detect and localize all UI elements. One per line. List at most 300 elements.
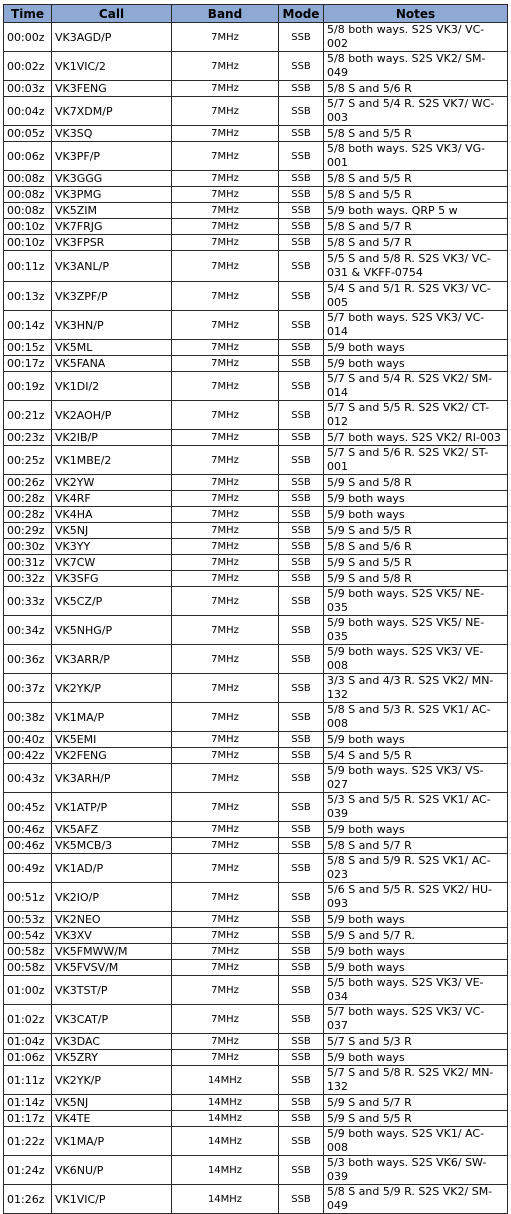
- cell-mode: SSB: [279, 764, 324, 793]
- cell-mode: SSB: [279, 282, 324, 311]
- cell-call: VK5ZRY: [52, 1050, 172, 1066]
- cell-notes: 5/8 S and 5/5 R: [324, 187, 508, 203]
- cell-mode: SSB: [279, 703, 324, 732]
- cell-mode: SSB: [279, 616, 324, 645]
- cell-mode: SSB: [279, 1050, 324, 1066]
- cell-mode: SSB: [279, 976, 324, 1005]
- cell-band: 7MHz: [172, 928, 279, 944]
- cell-call: VK5ZIM: [52, 203, 172, 219]
- cell-notes: 5/9 S and 5/8 R: [324, 571, 508, 587]
- cell-call: VK3GGG: [52, 171, 172, 187]
- cell-time: 01:22z: [4, 1127, 52, 1156]
- cell-mode: SSB: [279, 372, 324, 401]
- cell-band: 7MHz: [172, 23, 279, 52]
- cell-notes: 5/7 S and 5/6 R. S2S VK2/ ST-001: [324, 446, 508, 475]
- cell-time: 00:32z: [4, 571, 52, 587]
- cell-time: 01:26z: [4, 1185, 52, 1214]
- cell-notes: 5/9 both ways: [324, 340, 508, 356]
- cell-mode: SSB: [279, 251, 324, 282]
- cell-band: 7MHz: [172, 81, 279, 97]
- cell-call: VK1VIC/2: [52, 52, 172, 81]
- table-row: [4, 235, 508, 251]
- table-row: [4, 571, 508, 587]
- cell-call: VK5NJ: [52, 523, 172, 539]
- cell-call: VK7CW: [52, 555, 172, 571]
- table-row: [4, 555, 508, 571]
- cell-call: VK1DI/2: [52, 372, 172, 401]
- cell-mode: SSB: [279, 52, 324, 81]
- cell-mode: SSB: [279, 912, 324, 928]
- cell-band: 7MHz: [172, 251, 279, 282]
- cell-time: 00:04z: [4, 97, 52, 126]
- cell-time: 00:21z: [4, 401, 52, 430]
- table-row: [4, 1066, 508, 1095]
- cell-notes: 5/9 both ways: [324, 356, 508, 372]
- cell-mode: SSB: [279, 555, 324, 571]
- cell-time: 01:14z: [4, 1095, 52, 1111]
- cell-band: 7MHz: [172, 171, 279, 187]
- cell-time: 00:19z: [4, 372, 52, 401]
- cell-notes: 5/8 S and 5/3 R. S2S VK1/ AC-008: [324, 703, 508, 732]
- cell-notes: 5/9 both ways. QRP 5 w: [324, 203, 508, 219]
- cell-band: 7MHz: [172, 142, 279, 171]
- cell-call: VK3TST/P: [52, 976, 172, 1005]
- cell-mode: SSB: [279, 491, 324, 507]
- cell-mode: SSB: [279, 430, 324, 446]
- cell-band: 7MHz: [172, 187, 279, 203]
- cell-notes: 5/8 S and 5/7 R: [324, 235, 508, 251]
- cell-time: 00:05z: [4, 126, 52, 142]
- cell-notes: 5/9 S and 5/5 R: [324, 555, 508, 571]
- cell-band: 7MHz: [172, 235, 279, 251]
- cell-notes: 5/9 both ways. S2S VK3/ VS-027: [324, 764, 508, 793]
- cell-band: 7MHz: [172, 883, 279, 912]
- cell-call: VK3YY: [52, 539, 172, 555]
- cell-band: 7MHz: [172, 401, 279, 430]
- cell-call: VK3FPSR: [52, 235, 172, 251]
- cell-band: 7MHz: [172, 430, 279, 446]
- cell-call: VK2YW: [52, 475, 172, 491]
- cell-mode: SSB: [279, 1066, 324, 1095]
- cell-call: VK3PMG: [52, 187, 172, 203]
- table-row: [4, 703, 508, 732]
- cell-notes: 5/7 S and 5/4 R. S2S VK2/ SM-014: [324, 372, 508, 401]
- table-row: [4, 523, 508, 539]
- table-row: [4, 1095, 508, 1111]
- cell-call: VK3SFG: [52, 571, 172, 587]
- cell-notes: 5/9 both ways. S2S VK3/ VE-008: [324, 645, 508, 674]
- cell-band: 14MHz: [172, 1095, 279, 1111]
- cell-call: VK3ANL/P: [52, 251, 172, 282]
- cell-call: VK2NEO: [52, 912, 172, 928]
- table-row: [4, 356, 508, 372]
- cell-time: 00:25z: [4, 446, 52, 475]
- cell-notes: 5/7 S and 5/5 R. S2S VK2/ CT-012: [324, 401, 508, 430]
- cell-band: 7MHz: [172, 340, 279, 356]
- cell-notes: 5/8 S and 5/7 R: [324, 219, 508, 235]
- cell-time: 00:38z: [4, 703, 52, 732]
- cell-mode: SSB: [279, 356, 324, 372]
- cell-mode: SSB: [279, 219, 324, 235]
- cell-time: 01:24z: [4, 1156, 52, 1185]
- cell-notes: 5/7 S and 5/4 R. S2S VK7/ WC-003: [324, 97, 508, 126]
- cell-call: VK3HN/P: [52, 311, 172, 340]
- table-row: [4, 23, 508, 52]
- cell-band: 7MHz: [172, 1050, 279, 1066]
- cell-notes: 5/7 both ways. S2S VK3/ VC-014: [324, 311, 508, 340]
- cell-mode: SSB: [279, 587, 324, 616]
- cell-notes: 5/9 both ways: [324, 507, 508, 523]
- cell-call: VK2AOH/P: [52, 401, 172, 430]
- cell-notes: 5/5 both ways. S2S VK3/ VE-034: [324, 976, 508, 1005]
- cell-call: VK5EMI: [52, 732, 172, 748]
- cell-notes: 5/9 S and 5/5 R: [324, 523, 508, 539]
- table-row: [4, 171, 508, 187]
- cell-mode: SSB: [279, 126, 324, 142]
- cell-time: 00:14z: [4, 311, 52, 340]
- cell-notes: 5/8 S and 5/5 R: [324, 126, 508, 142]
- cell-band: 7MHz: [172, 645, 279, 674]
- cell-call: VK1MA/P: [52, 1127, 172, 1156]
- cell-call: VK5FVSV/M: [52, 960, 172, 976]
- cell-time: 00:11z: [4, 251, 52, 282]
- cell-time: 00:29z: [4, 523, 52, 539]
- cell-band: 7MHz: [172, 311, 279, 340]
- cell-notes: 5/7 both ways. S2S VK2/ RI-003: [324, 430, 508, 446]
- cell-time: 00:36z: [4, 645, 52, 674]
- log-table-container: [3, 4, 507, 1214]
- table-row: [4, 282, 508, 311]
- table-body: [4, 23, 508, 1214]
- cell-band: 7MHz: [172, 976, 279, 1005]
- table-row: [4, 219, 508, 235]
- table-row: [4, 187, 508, 203]
- table-row: [4, 507, 508, 523]
- cell-mode: SSB: [279, 171, 324, 187]
- cell-notes: 5/7 S and 5/8 R. S2S VK2/ MN-132: [324, 1066, 508, 1095]
- cell-time: 01:06z: [4, 1050, 52, 1066]
- cell-band: 7MHz: [172, 356, 279, 372]
- cell-call: VK6NU/P: [52, 1156, 172, 1185]
- cell-mode: SSB: [279, 748, 324, 764]
- cell-notes: 5/4 S and 5/5 R: [324, 748, 508, 764]
- cell-time: 00:17z: [4, 356, 52, 372]
- header-band: Band: [172, 5, 279, 23]
- cell-band: 7MHz: [172, 475, 279, 491]
- cell-time: 00:28z: [4, 507, 52, 523]
- cell-notes: 5/8 S and 5/9 R. S2S VK1/ AC-023: [324, 854, 508, 883]
- table-row: [4, 539, 508, 555]
- cell-notes: 5/7 S and 5/3 R: [324, 1034, 508, 1050]
- cell-mode: SSB: [279, 1095, 324, 1111]
- cell-mode: SSB: [279, 928, 324, 944]
- table-row: [4, 645, 508, 674]
- cell-band: 7MHz: [172, 282, 279, 311]
- cell-time: 01:04z: [4, 1034, 52, 1050]
- table-header-row: [4, 5, 508, 23]
- cell-notes: 5/9 both ways. S2S VK5/ NE-035: [324, 616, 508, 645]
- cell-mode: SSB: [279, 732, 324, 748]
- table-row: [4, 764, 508, 793]
- cell-band: 7MHz: [172, 539, 279, 555]
- table-row: [4, 838, 508, 854]
- cell-band: 7MHz: [172, 944, 279, 960]
- cell-band: 7MHz: [172, 555, 279, 571]
- table-row: [4, 1156, 508, 1185]
- cell-notes: 5/5 S and 5/8 R. S2S VK3/ VC-031 & VKFF-0754: [324, 251, 508, 282]
- table-row: [4, 340, 508, 356]
- table-row: [4, 401, 508, 430]
- cell-call: VK3XV: [52, 928, 172, 944]
- cell-time: 00:00z: [4, 23, 52, 52]
- cell-band: 14MHz: [172, 1156, 279, 1185]
- cell-call: VK5NHG/P: [52, 616, 172, 645]
- cell-time: 00:43z: [4, 764, 52, 793]
- cell-notes: 5/4 S and 5/1 R. S2S VK3/ VC-005: [324, 282, 508, 311]
- cell-time: 00:10z: [4, 219, 52, 235]
- cell-band: 7MHz: [172, 960, 279, 976]
- cell-notes: 5/9 both ways. S2S VK1/ AC-008: [324, 1127, 508, 1156]
- table-row: [4, 793, 508, 822]
- cell-time: 00:58z: [4, 960, 52, 976]
- cell-notes: 5/9 both ways: [324, 960, 508, 976]
- table-row: [4, 616, 508, 645]
- cell-notes: 5/8 S and 5/6 R: [324, 539, 508, 555]
- cell-time: 00:49z: [4, 854, 52, 883]
- cell-band: 7MHz: [172, 372, 279, 401]
- cell-call: VK3FENG: [52, 81, 172, 97]
- table-row: [4, 251, 508, 282]
- cell-call: VK1AD/P: [52, 854, 172, 883]
- cell-notes: 5/3 both ways. S2S VK6/ SW-039: [324, 1156, 508, 1185]
- cell-time: 00:28z: [4, 491, 52, 507]
- cell-notes: 5/8 S and 5/7 R: [324, 838, 508, 854]
- table-row: [4, 748, 508, 764]
- cell-call: VK4HA: [52, 507, 172, 523]
- cell-call: VK7FRJG: [52, 219, 172, 235]
- table-row: [4, 1005, 508, 1034]
- cell-mode: SSB: [279, 1156, 324, 1185]
- header-mode: Mode: [279, 5, 324, 23]
- cell-mode: SSB: [279, 571, 324, 587]
- cell-time: 00:02z: [4, 52, 52, 81]
- cell-mode: SSB: [279, 1185, 324, 1214]
- table-row: [4, 1111, 508, 1127]
- cell-time: 00:37z: [4, 674, 52, 703]
- cell-time: 00:13z: [4, 282, 52, 311]
- cell-call: VK5NJ: [52, 1095, 172, 1111]
- cell-time: 01:11z: [4, 1066, 52, 1095]
- cell-mode: SSB: [279, 203, 324, 219]
- contact-log-table: [3, 4, 508, 1214]
- cell-time: 00:06z: [4, 142, 52, 171]
- cell-band: 7MHz: [172, 793, 279, 822]
- table-row: [4, 1127, 508, 1156]
- cell-band: 14MHz: [172, 1111, 279, 1127]
- cell-mode: SSB: [279, 311, 324, 340]
- cell-notes: 5/9 S and 5/5 R: [324, 1111, 508, 1127]
- cell-mode: SSB: [279, 838, 324, 854]
- cell-notes: 5/9 S and 5/7 R.: [324, 928, 508, 944]
- table-row: [4, 126, 508, 142]
- table-row: [4, 1185, 508, 1214]
- cell-band: 14MHz: [172, 1185, 279, 1214]
- cell-mode: SSB: [279, 1034, 324, 1050]
- cell-band: 7MHz: [172, 491, 279, 507]
- cell-band: 7MHz: [172, 203, 279, 219]
- cell-band: 7MHz: [172, 571, 279, 587]
- cell-band: 7MHz: [172, 1034, 279, 1050]
- cell-notes: 5/8 S and 5/5 R: [324, 171, 508, 187]
- table-row: [4, 142, 508, 171]
- cell-band: 7MHz: [172, 446, 279, 475]
- table-row: [4, 944, 508, 960]
- table-row: [4, 854, 508, 883]
- table-row: [4, 928, 508, 944]
- cell-call: VK2IB/P: [52, 430, 172, 446]
- cell-time: 01:02z: [4, 1005, 52, 1034]
- table-row: [4, 430, 508, 446]
- cell-call: VK2YK/P: [52, 674, 172, 703]
- cell-mode: SSB: [279, 340, 324, 356]
- cell-time: 00:58z: [4, 944, 52, 960]
- cell-time: 00:53z: [4, 912, 52, 928]
- table-row: [4, 1034, 508, 1050]
- cell-time: 00:15z: [4, 340, 52, 356]
- cell-time: 00:54z: [4, 928, 52, 944]
- cell-mode: SSB: [279, 507, 324, 523]
- cell-time: 00:46z: [4, 838, 52, 854]
- cell-band: 7MHz: [172, 587, 279, 616]
- cell-call: VK3ARR/P: [52, 645, 172, 674]
- cell-band: 7MHz: [172, 126, 279, 142]
- cell-call: VK1MA/P: [52, 703, 172, 732]
- cell-band: 7MHz: [172, 822, 279, 838]
- cell-band: 7MHz: [172, 854, 279, 883]
- cell-notes: 5/9 both ways: [324, 732, 508, 748]
- cell-band: 7MHz: [172, 703, 279, 732]
- cell-time: 00:10z: [4, 235, 52, 251]
- cell-call: VK3ZPF/P: [52, 282, 172, 311]
- cell-band: 7MHz: [172, 97, 279, 126]
- cell-mode: SSB: [279, 674, 324, 703]
- cell-notes: 5/9 both ways: [324, 944, 508, 960]
- cell-mode: SSB: [279, 81, 324, 97]
- header-time: Time: [4, 5, 52, 23]
- table-row: [4, 822, 508, 838]
- cell-notes: 5/9 both ways: [324, 912, 508, 928]
- cell-call: VK5CZ/P: [52, 587, 172, 616]
- cell-band: 7MHz: [172, 732, 279, 748]
- cell-call: VK2IO/P: [52, 883, 172, 912]
- cell-mode: SSB: [279, 645, 324, 674]
- cell-notes: 5/9 S and 5/7 R: [324, 1095, 508, 1111]
- cell-band: 14MHz: [172, 1127, 279, 1156]
- cell-mode: SSB: [279, 793, 324, 822]
- cell-call: VK3CAT/P: [52, 1005, 172, 1034]
- cell-mode: SSB: [279, 1005, 324, 1034]
- cell-mode: SSB: [279, 883, 324, 912]
- cell-notes: 5/8 both ways. S2S VK3/ VG-001: [324, 142, 508, 171]
- cell-call: VK3SQ: [52, 126, 172, 142]
- cell-notes: 5/8 S and 5/9 R. S2S VK2/ SM-049: [324, 1185, 508, 1214]
- cell-mode: SSB: [279, 854, 324, 883]
- table-row: [4, 587, 508, 616]
- cell-call: VK4RF: [52, 491, 172, 507]
- cell-notes: 5/9 both ways: [324, 1050, 508, 1066]
- cell-mode: SSB: [279, 822, 324, 838]
- cell-call: VK1ATP/P: [52, 793, 172, 822]
- cell-call: VK5MCB/3: [52, 838, 172, 854]
- cell-time: 00:42z: [4, 748, 52, 764]
- cell-band: 7MHz: [172, 616, 279, 645]
- cell-mode: SSB: [279, 187, 324, 203]
- cell-call: VK5FMWW/M: [52, 944, 172, 960]
- cell-mode: SSB: [279, 97, 324, 126]
- cell-time: 00:08z: [4, 203, 52, 219]
- cell-notes: 5/7 both ways. S2S VK3/ VC-037: [324, 1005, 508, 1034]
- cell-notes: 5/8 S and 5/6 R: [324, 81, 508, 97]
- cell-mode: SSB: [279, 475, 324, 491]
- cell-mode: SSB: [279, 235, 324, 251]
- cell-band: 7MHz: [172, 1005, 279, 1034]
- cell-band: 7MHz: [172, 219, 279, 235]
- cell-band: 7MHz: [172, 523, 279, 539]
- cell-mode: SSB: [279, 446, 324, 475]
- cell-notes: 5/8 both ways. S2S VK2/ SM-049: [324, 52, 508, 81]
- table-row: [4, 732, 508, 748]
- cell-time: 00:23z: [4, 430, 52, 446]
- header-notes: Notes: [324, 5, 508, 23]
- cell-mode: SSB: [279, 401, 324, 430]
- cell-mode: SSB: [279, 539, 324, 555]
- cell-call: VK2FENG: [52, 748, 172, 764]
- cell-notes: 5/9 both ways. S2S VK5/ NE-035: [324, 587, 508, 616]
- cell-call: VK3PF/P: [52, 142, 172, 171]
- cell-band: 7MHz: [172, 748, 279, 764]
- table-row: [4, 475, 508, 491]
- table-row: [4, 52, 508, 81]
- cell-time: 00:46z: [4, 822, 52, 838]
- cell-band: 7MHz: [172, 912, 279, 928]
- cell-time: 00:40z: [4, 732, 52, 748]
- table-row: [4, 912, 508, 928]
- cell-band: 7MHz: [172, 674, 279, 703]
- cell-call: VK4TE: [52, 1111, 172, 1127]
- cell-call: VK3AGD/P: [52, 23, 172, 52]
- cell-band: 7MHz: [172, 764, 279, 793]
- cell-call: VK3DAC: [52, 1034, 172, 1050]
- cell-time: 00:26z: [4, 475, 52, 491]
- cell-mode: SSB: [279, 523, 324, 539]
- table-row: [4, 491, 508, 507]
- table-row: [4, 203, 508, 219]
- cell-time: 00:33z: [4, 587, 52, 616]
- table-row: [4, 1050, 508, 1066]
- cell-time: 00:30z: [4, 539, 52, 555]
- cell-band: 7MHz: [172, 507, 279, 523]
- cell-call: VK3ARH/P: [52, 764, 172, 793]
- cell-time: 00:31z: [4, 555, 52, 571]
- table-row: [4, 446, 508, 475]
- cell-time: 00:08z: [4, 187, 52, 203]
- cell-band: 14MHz: [172, 1066, 279, 1095]
- cell-mode: SSB: [279, 23, 324, 52]
- table-row: [4, 311, 508, 340]
- table-row: [4, 883, 508, 912]
- cell-notes: 5/9 both ways: [324, 822, 508, 838]
- cell-time: 01:17z: [4, 1111, 52, 1127]
